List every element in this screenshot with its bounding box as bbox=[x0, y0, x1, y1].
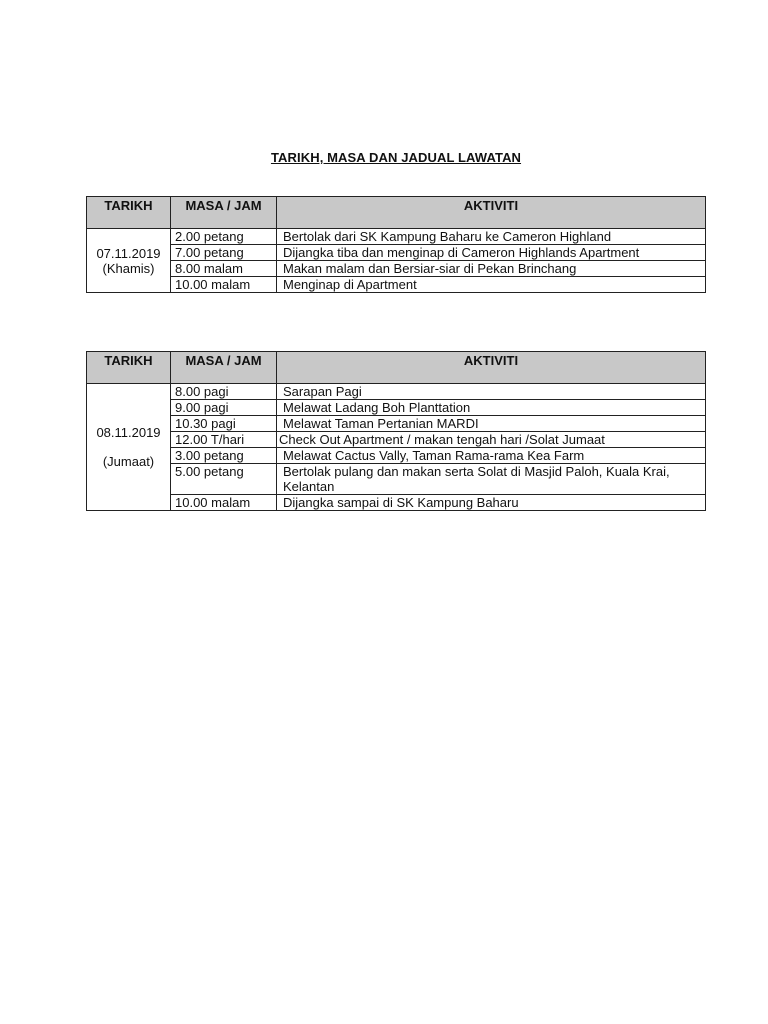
activity-cell: Bertolak dari SK Kampung Baharu ke Cameron Highland bbox=[277, 229, 706, 245]
activity-cell: Dijangka sampai di SK Kampung Baharu bbox=[277, 495, 706, 511]
table-header-row bbox=[87, 197, 706, 229]
table-row bbox=[87, 277, 706, 293]
activity-cell: Melawat Taman Pertanian MARDI bbox=[277, 416, 706, 432]
time-cell: 3.00 petang bbox=[171, 448, 277, 464]
table-row bbox=[87, 432, 706, 448]
time-cell: 10.30 pagi bbox=[171, 416, 277, 432]
activity-cell: Menginap di Apartment bbox=[277, 277, 706, 293]
table-row bbox=[87, 464, 706, 495]
header-date: TARIKH bbox=[87, 352, 171, 384]
table-row bbox=[87, 245, 706, 261]
day-name: (Jumaat) bbox=[102, 454, 155, 469]
activity-cell: Melawat Cactus Vally, Taman Rama-rama Kea Farm bbox=[277, 448, 706, 464]
time-cell: 10.00 malam bbox=[171, 277, 277, 293]
table-row bbox=[87, 261, 706, 277]
header-time: MASA / JAM bbox=[171, 352, 277, 384]
header-date: TARIKH bbox=[87, 197, 171, 229]
table-header-row bbox=[87, 352, 706, 384]
time-cell: 8.00 pagi bbox=[171, 384, 277, 400]
header-activity: AKTIVITI bbox=[277, 352, 706, 384]
page-title: TARIKH, MASA DAN JADUAL LAWATAN bbox=[270, 150, 522, 165]
time-cell: 10.00 malam bbox=[171, 495, 277, 511]
activity-cell: Check Out Apartment / makan tengah hari /Solat Jumaat bbox=[277, 432, 706, 448]
date-value: 08.11.2019 bbox=[96, 425, 161, 440]
time-cell: 8.00 malam bbox=[171, 261, 277, 277]
schedule-table-day-1 bbox=[86, 196, 706, 293]
header-activity: AKTIVITI bbox=[277, 197, 706, 229]
time-cell: 9.00 pagi bbox=[171, 400, 277, 416]
date-value: 07.11.2019 bbox=[96, 245, 161, 261]
header-time: MASA / JAM bbox=[171, 197, 277, 229]
time-cell: 7.00 petang bbox=[171, 245, 277, 261]
table-row bbox=[87, 448, 706, 464]
activity-cell: Dijangka tiba dan menginap di Cameron Highlands Apartment bbox=[277, 245, 706, 261]
date-cell bbox=[87, 384, 171, 511]
table-row bbox=[87, 229, 706, 245]
activity-cell: Bertolak pulang dan makan serta Solat di Masjid Paloh, Kuala Krai, Kelantan bbox=[277, 464, 706, 495]
table-row bbox=[87, 495, 706, 511]
day-name: (Khamis) bbox=[102, 260, 155, 276]
date-cell bbox=[87, 229, 171, 293]
time-cell: 5.00 petang bbox=[171, 464, 277, 495]
table-row bbox=[87, 384, 706, 400]
table-row bbox=[87, 400, 706, 416]
time-cell: 12.00 T/hari bbox=[171, 432, 277, 448]
activity-cell: Melawat Ladang Boh Planttation bbox=[277, 400, 706, 416]
time-cell: 2.00 petang bbox=[171, 229, 277, 245]
activity-cell: Sarapan Pagi bbox=[277, 384, 706, 400]
activity-cell: Makan malam dan Bersiar-siar di Pekan Brinchang bbox=[277, 261, 706, 277]
table-row bbox=[87, 416, 706, 432]
schedule-table-day-2 bbox=[86, 351, 706, 511]
